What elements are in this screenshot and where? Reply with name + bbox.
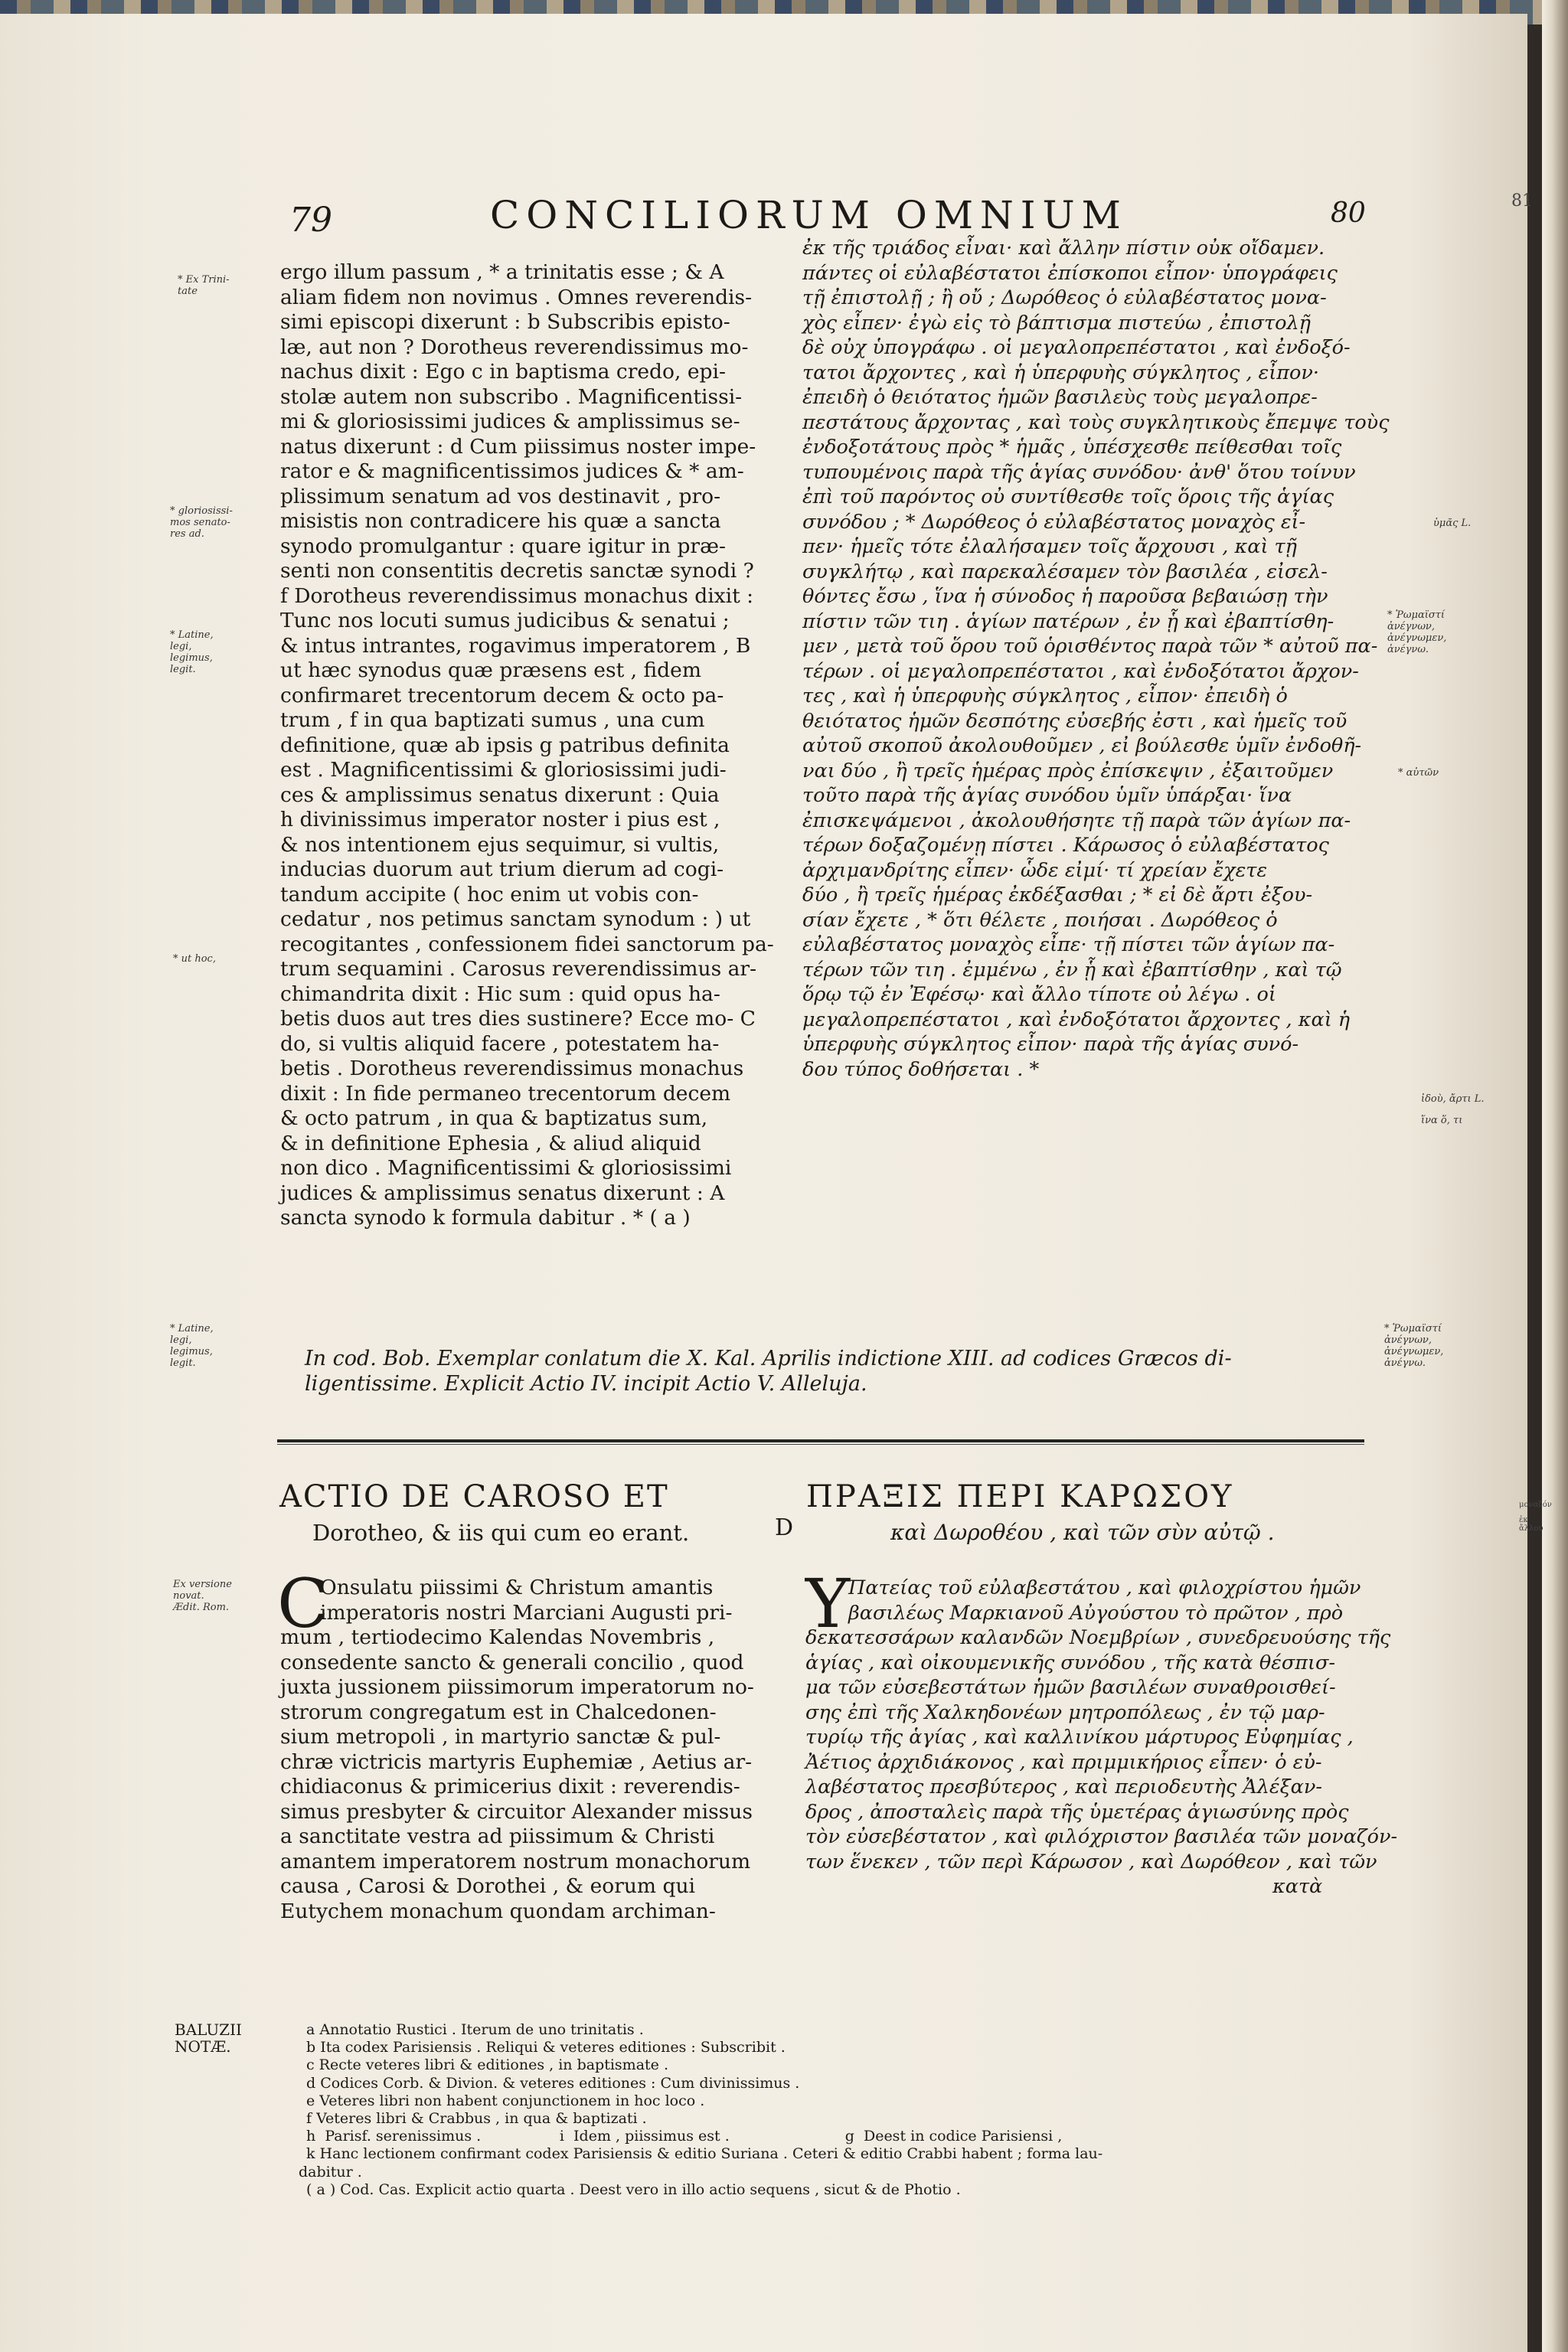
text-line: ces & amplissimus senatus dixerunt : Quia (280, 782, 720, 807)
text-line: definitione, quæ ab ipsis g patribus definita (280, 733, 730, 757)
colophon-line: In cod. Bob. Exemplar conlatum die X. Kal. Aprilis indictione XIII. ad codices Græcos di- (305, 1347, 1232, 1370)
text-line: ut hæc synodus quæ præsens est , fidem (280, 658, 701, 682)
text-line: juxta jussionem piissimorum imperatorum no- (280, 1675, 754, 1699)
section-title-greek: ΠΡΑΞΙΣ ΠΕΡΙ ΚΑΡΩΣΟΥ (806, 1479, 1234, 1514)
section-subtitle-greek: καὶ Δωροθέου , καὶ τῶν σὺν αὐτῷ . (890, 1520, 1275, 1545)
latin-column-lower (320, 1576, 732, 1625)
page-number-left: 79 (289, 201, 332, 240)
running-title: CONCILIORUM OMNIUM (490, 193, 1128, 237)
text-line: δεκατεσσάρων καλανδῶν Νοεμβρίων , συνεδρευούσης τῆς (805, 1626, 1391, 1649)
text-line: recogitantes , confessionem fidei sanctorum pa- (280, 932, 774, 956)
text-line: Eutychem monachum quondam archiman- (280, 1899, 716, 1923)
text-line: τέρων τῶν τιη . ἐμμένω , ἐν ᾗ καὶ ἐβαπτίσθην , καὶ τῷ (802, 958, 1342, 982)
text-line: θόντες ἔσω , ἵνα ἡ σύνοδος ἡ παροῦσα βεβαιώσῃ τὴν (802, 585, 1328, 608)
text-line: judices & amplissimus senatus dixerunt : A (280, 1181, 725, 1205)
text-line: τέρων δοξαζομένῃ πίστει . Κάρωσος ὁ εὐλαβέστατος (802, 834, 1329, 857)
text-line: ἐπισκεψάμενοι , ἀκολουθήσητε τῇ παρὰ τῶν ἁγίων πα- (802, 808, 1351, 832)
greek-column-lower-body (805, 1625, 1397, 1900)
colophon-line: ligentissime. Explicit Actio IV. incipit Actio V. Alleluja. (305, 1372, 867, 1396)
text-line: χὸς εἶπεν· ἐγὼ εἰς τὸ βάπτισμα πιστεύω , ἐπιστολῇ (802, 311, 1311, 335)
text-line: confirmaret trecentorum decem & octo pa- (280, 683, 724, 707)
page-number-right: 80 (1331, 198, 1366, 229)
colophon (305, 1346, 1232, 1396)
footnote: e Veteres libri non habent conjunctionem in hoc loco . (306, 2092, 705, 2109)
text-line: Ἀέτιος ἀρχιδιάκονος , καὶ πριμμικήριος εἶπεν· ὁ εὐ- (805, 1750, 1322, 1774)
footnote: c Recte veteres libri & editiones , in baptismate . (306, 2056, 668, 2074)
section-rule-thin (277, 1444, 1364, 1445)
text-line: δρος , ἀποσταλεὶς παρὰ τῆς ὑμετέρας ἁγιωσύνης πρὸς (805, 1800, 1349, 1824)
text-line: πεν· ἡμεῖς τότε ἐλαλήσαμεν τοῖς ἄρχουσι , καὶ τῇ (802, 535, 1297, 558)
facing-page-number: 81 (1511, 191, 1533, 211)
text-line: inducias duorum aut trium dierum ad cogi- (280, 858, 724, 881)
text-line: μεν , μετὰ τοῦ ὅρου τοῦ ὁρισθέντος παρὰ τῶν * αὐτοῦ πα- (802, 635, 1378, 658)
margin-note: * Latine, legi, legimus, legit. (170, 629, 214, 675)
drop-cap-greek: Υ (805, 1564, 851, 1643)
text-line: Onsulatu piissimi & Christum amantis (320, 1576, 714, 1599)
text-line: f Dorotheus reverendissimus monachus dixit : (280, 583, 754, 608)
text-line: amantem imperatorem nostrum monachorum (280, 1849, 751, 1873)
text-line: σίαν ἔχετε , * ὅτι θέλετε , ποιήσαι . Δωρόθεος ὁ (802, 908, 1278, 932)
text-line: consedente sancto & generali concilio , quod (280, 1650, 744, 1674)
greek-column (802, 236, 1389, 1082)
margin-note: * αὐτῶν (1398, 767, 1439, 779)
text-line: causa , Carosi & Dorothei , & eorum qui (280, 1874, 695, 1898)
footnote: h Parisf. serenissimus . i Idem , piissimus est . g Deest in codice Parisiensi , (306, 2128, 1063, 2145)
text-line: tandum accipite ( hoc enim ut vobis con- (280, 882, 699, 906)
greek-column-lower (848, 1576, 1361, 1625)
drop-cap-latin: C (277, 1564, 329, 1643)
text-line: ergo illum passum , * a trinitatis esse ; & A (280, 260, 724, 284)
text-line: ναι δύο , ἢ τρεῖς ἡμέρας πρὸς ἐπίσκεψιν , ἐξαιτοῦμεν (802, 759, 1334, 782)
text-line: ὅρῳ τῷ ἐν Ἐφέσῳ· καὶ ἄλλο τίποτε οὐ λέγω . οἱ (802, 983, 1276, 1006)
text-line: plissimum senatum ad vos destinavit , pro- (280, 484, 721, 508)
text-line: & intus intrantes, rogavimus imperatorem , B (280, 633, 751, 658)
text-line: λαβέστατος πρεσβύτερος , καὶ περιοδευτὴς Ἀλέξαν- (805, 1775, 1322, 1798)
text-line: αὐτοῦ σκοποῦ ἀκολουθοῦμεν , εἰ βούλεσθε ὑμῖν ἐνδοθῆ- (802, 734, 1362, 757)
footnote: d Codices Corb. & Divion. & veteres editiones : Cum divinissimus . (306, 2074, 800, 2092)
footnote: f Veteres libri & Crabbus , in qua & baptizati . (306, 2109, 647, 2127)
footnote: b Ita codex Parisiensis . Reliqui & veteres editiones : Subscribit . (306, 2039, 786, 2056)
book-spine (1542, 0, 1568, 2352)
section-letter: D (775, 1514, 794, 1541)
margin-note: ἰδοὺ, ἄρτι L. (1421, 1093, 1485, 1105)
text-line: sium metropoli , in martyrio sanctæ & pul- (280, 1725, 721, 1749)
text-line: ἀρχιμανδρίτης εἶπεν· ὧδε εἰμί· τί χρείαν ἔχετε (802, 858, 1268, 882)
text-line: πίστιν τῶν τιη . ἁγίων πατέρων , ἐν ᾗ καὶ ἐβαπτίσθη- (802, 609, 1334, 633)
text-line: ἐπὶ τοῦ παρόντος οὐ συντίθεσθε τοῖς ὅροις τῆς ἁγίας (802, 485, 1334, 508)
text-line: rator e & magnificentissimos judices & * am- (280, 459, 744, 483)
footnote: a Annotatio Rustici . Iterum de uno trinitatis . (306, 2021, 644, 2038)
text-line: μεγαλοπρεπέστατοι , καὶ ἐνδοξότατοι ἄρχοντες , καὶ ἡ (802, 1008, 1351, 1031)
text-line: τυρίῳ τῆς ἁγίας , καὶ καλλινίκου μάρτυρος Εὐφημίας , (805, 1726, 1354, 1749)
text-line: & in definitione Ephesia , & aliud aliquid (280, 1131, 701, 1155)
text-line: πάντες οἱ εὐλαβέστατοι ἐπίσκοποι εἶπον· ὑπογράφεις (802, 261, 1338, 285)
text-line: τέρων . οἱ μεγαλοπρεπέστατοι , καὶ ἐνδοξότατοι ἄρχον- (802, 659, 1359, 683)
text-line: chræ victricis martyris Euphemiæ , Aetius ar- (280, 1749, 753, 1774)
margin-note: * Ῥωμαϊστί ἀνέγνων, ἀνέγνωμεν, ἀνέγνω. (1387, 609, 1447, 655)
text-line: simi episcopi dixerunt : b Subscribis episto- (280, 310, 730, 334)
text-line: εὐλαβέστατος μοναχὸς εἶπε· τῇ πίστει τῶν ἁγίων πα- (802, 933, 1335, 956)
text-line: τοῦτο παρὰ τῆς ἁγίας συνόδου ὑμῖν ὑπάρξαι· ἵνα (802, 784, 1292, 807)
text-line: τες , καὶ ἡ ὑπερφυὴς σύγκλητος , εἶπον· ἐπειδὴ ὁ (802, 684, 1288, 707)
footnote: k Hanc lectionem confirmant codex Parisiensis & editio Suriana . Ceteri & editio Crabbi habent ; forma lau- (306, 2145, 1103, 2163)
latin-column-lower-body (280, 1625, 754, 1924)
margin-note: * gloriosissi- mos senato- res ad. (170, 505, 233, 540)
text-line: senti non consentitis decretis sanctæ synodi ? (280, 559, 754, 583)
text-line: aliam fidem non novimus . Omnes reverendis- (280, 285, 753, 309)
margin-note: * Ex Trini- tate (178, 274, 230, 297)
margin-note: ἵνα ὅ, τι (1421, 1115, 1463, 1126)
text-line: cedatur , nos petimus sanctam synodum : ) ut (280, 907, 751, 931)
facing-page-fragment: ἐκ ἄλλου (1519, 1516, 1544, 1533)
section-title-latin: ACTIO DE CAROSO ET (279, 1479, 669, 1514)
text-line: ἐκ τῆς τριάδος εἶναι· καὶ ἄλλην πίστιν οὐκ οἴδαμεν. (802, 237, 1325, 260)
text-line: θειότατος ἡμῶν δεσπότης εὐσεβής ἐστι , καὶ ἡμεῖς τοῦ (802, 709, 1348, 733)
text-line: ἁγίας , καὶ οἰκουμενικῆς συνόδου , τῆς κατὰ θέσπισ- (805, 1651, 1336, 1674)
text-line: do, si vultis aliquid facere , potestatem ha- (280, 1031, 720, 1056)
text-line: συγκλήτῳ , καὶ παρεκαλέσαμεν τὸν βασιλέα , εἰσελ- (802, 560, 1328, 583)
text-line: τὸν εὐσεβέστατον , καὶ φιλόχριστον βασιλέα τῶν μοναζόν- (805, 1825, 1398, 1848)
text-line: κατὰ (1272, 1875, 1323, 1898)
text-line: mi & gloriosissimi judices & amplissimus se- (280, 410, 740, 433)
text-line: σης ἐπὶ τῆς Χαλκηδονέων μητροπόλεως , ἐν τῷ μαρ- (805, 1700, 1325, 1724)
text-line: chimandrita dixit : Hic sum : quid opus ha- (280, 982, 720, 1006)
text-line: a sanctitate vestra ad piissimum & Christi (280, 1824, 715, 1848)
footnote: ( a ) Cod. Cas. Explicit actio quarta . Deest vero in illo actio sequens , sicut & de Photio . (306, 2180, 961, 2198)
text-line: simus presbyter & circuitor Alexander missus (280, 1799, 753, 1824)
text-line: misistis non contradicere his quæ a sancta (280, 509, 721, 533)
text-line: stolæ autem non subscribo . Magnificentissi- (280, 384, 743, 409)
text-line: τυπουμένοις παρὰ τῆς ἁγίας συνόδου· ἀνθ' ὅτου τοίνυν (802, 460, 1356, 484)
text-line: betis duos aut tres dies sustinere? Ecce mo- C (280, 1007, 756, 1031)
text-line: synodo promulgantur : quare igitur in præ- (280, 534, 726, 558)
text-line: dixit : In fide permaneo trecentorum decem (280, 1081, 731, 1106)
text-line: δου τύπος δοθήσεται . * (802, 1057, 1040, 1081)
margin-note: Ex versione novat. Ædit. Rom. (173, 1579, 232, 1613)
text-line: Tunc nos locuti sumus judicibus & senatui ; (280, 609, 730, 632)
text-line: est . Magnificentissimi & gloriosissimi judi- (280, 758, 727, 782)
text-line: læ, aut non ? Dorotheus reverendissimus mo- (280, 335, 749, 359)
text-line: ἐπειδὴ ὁ θειότατος ἡμῶν βασιλεὺς τοὺς μεγαλοπρε- (802, 386, 1318, 409)
text-line: των ἕνεκεν , τῶν περὶ Κάρωσον , καὶ Δωρόθεον , καὶ τῶν (805, 1850, 1377, 1873)
text-line: sancta synodo k formula dabitur . * ( a ) (280, 1206, 691, 1230)
notes-label: BALUZII NOTÆ. (175, 2020, 242, 2056)
text-line: h divinissimus imperator noster i pius est , (280, 808, 720, 831)
latin-column (280, 260, 774, 1231)
text-line: mum , tertiodecimo Kalendas Novembris , (280, 1625, 715, 1649)
text-line: συνόδου ; * Δωρόθεος ὁ εὐλαβέστατος μοναχὸς εἶ- (802, 510, 1306, 534)
margin-note: ὑμᾶς L. (1433, 518, 1472, 529)
text-line: δύο , ἢ τρεῖς ἡμέρας ἐκδέξασθαι ; * εἰ δὲ ἄρτι ἐξου- (802, 884, 1313, 906)
footnote: dabitur . (299, 2163, 362, 2180)
text-line: chidiaconus & primicerius dixit : reverendis- (280, 1775, 740, 1798)
margin-note: * Latine, legi, legimus, legit. (170, 1323, 214, 1369)
text-line: μα τῶν εὐσεβεστάτων ἡμῶν βασιλέων συναθροισθεί- (805, 1676, 1336, 1699)
text-line: nachus dixit : Ego c in baptisma credo, epi- (280, 360, 726, 384)
facing-page-fragment: μοναζόν (1519, 1501, 1552, 1509)
text-line: βασιλέως Μαρκιανοῦ Αὐγούστου τὸ πρῶτον , πρὸ (848, 1601, 1344, 1625)
text-line: & octo patrum , in qua & baptizatus sum, (280, 1106, 708, 1130)
text-line: betis . Dorotheus reverendissimus monachus (280, 1057, 744, 1080)
facing-page-edge (1508, 138, 1552, 2328)
text-line: trum sequamini . Carosus reverendissimus ar- (280, 957, 757, 981)
text-line: τῇ ἐπιστολῇ ; ἢ οὔ ; Δωρόθεος ὁ εὐλαβέστατος μονα- (802, 286, 1327, 309)
text-line: imperatoris nostri Marciani Augusti pri- (320, 1600, 733, 1625)
text-line: ἐνδοξοτάτους πρὸς * ἡμᾶς , ὑπέσχεσθε πείθεσθαι τοῖς (802, 436, 1342, 459)
section-rule (277, 1439, 1364, 1442)
text-line: & nos intentionem ejus sequimur, si vultis, (280, 832, 720, 857)
margin-note: * Ῥωμαϊστί ἀνέγνων, ἀνέγνωμεν, ἀνέγνω. (1384, 1323, 1444, 1369)
text-line: trum , f in qua baptizati sumus , una cum (280, 708, 705, 732)
section-subtitle-latin: Dorotheo, & iis qui cum eo erant. (312, 1520, 690, 1546)
text-line: δὲ οὐχ ὑπογράφω . οἱ μεγαλοπρεπέστατοι , καὶ ἐνδοξό- (802, 336, 1351, 359)
text-line: ὑπερφυὴς σύγκλητος εἶπον· παρὰ τῆς ἁγίας συνό- (802, 1033, 1299, 1056)
footnotes (299, 2021, 1103, 2199)
text-line: natus dixerunt : d Cum piissimus noster impe- (280, 434, 756, 459)
margin-note: * ut hoc, (173, 953, 216, 965)
text-line: Πατείας τοῦ εὐλαβεστάτου , καὶ φιλοχρίστου ἡμῶν (848, 1576, 1361, 1599)
text-line: τατοι ἄρχοντες , καὶ ἡ ὑπερφυὴς σύγκλητος , εἶπον· (802, 361, 1319, 384)
text-line: strorum congregatum est in Chalcedonen- (280, 1700, 717, 1724)
text-line: πεστάτους ἄρχοντας , καὶ τοὺς συγκλητικοὺς ἔπεμψε τοὺς (802, 410, 1390, 434)
text-line: non dico . Magnificentissimi & gloriosissimi (280, 1156, 732, 1180)
